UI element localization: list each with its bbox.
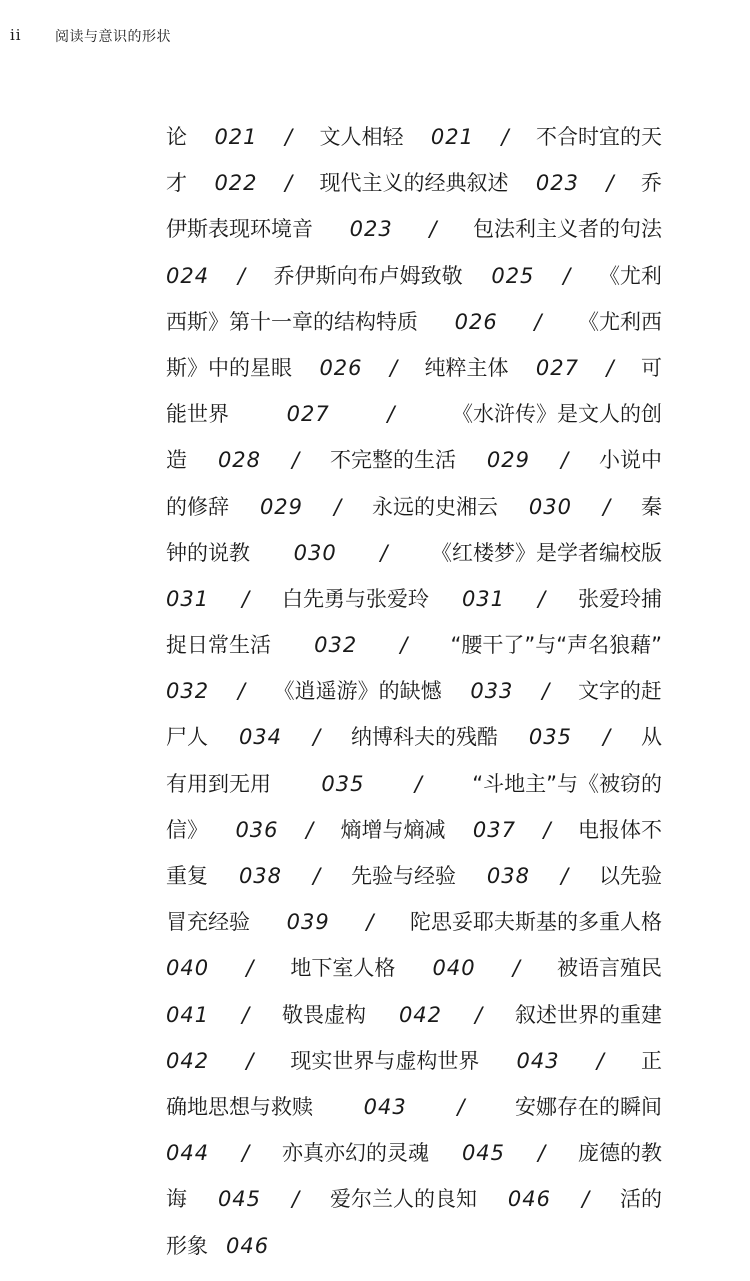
separator: / <box>237 679 245 704</box>
entry-title: 形象 <box>166 1233 208 1258</box>
entry-title: 钟的说教 <box>166 540 250 565</box>
entry-title: 秦 <box>640 494 662 519</box>
separator: / <box>602 725 611 750</box>
contents-line <box>166 1084 662 1130</box>
page-ref: 023 <box>535 171 580 196</box>
page-ref: 022 <box>214 171 258 196</box>
contents-line <box>166 345 662 391</box>
entry-title: 熵增与熵减 <box>340 817 446 842</box>
page-ref: 028 <box>217 448 262 473</box>
entry-title: 斯》中的星眼 <box>166 355 292 380</box>
page-ref: 032 <box>166 679 210 704</box>
entry-title: 尸人 <box>166 725 208 750</box>
separator: / <box>542 679 550 704</box>
entry-title: 《红楼梦》是学者编校版 <box>431 540 662 565</box>
page-ref: 027 <box>286 402 330 427</box>
entry-title: 《尤利 <box>598 263 662 288</box>
page-ref: 045 <box>461 1141 506 1166</box>
page-ref: 038 <box>238 864 283 888</box>
page-ref: 040 <box>432 956 476 981</box>
contents-line <box>166 714 662 760</box>
contents-line <box>166 253 662 299</box>
entry-title: 能世界 <box>166 402 229 427</box>
separator: / <box>581 1187 590 1212</box>
contents-line <box>166 807 662 853</box>
separator: / <box>380 540 388 565</box>
page-ref: 029 <box>486 448 531 473</box>
contents-line <box>166 1223 662 1269</box>
entry-title: 确地思想与救赎 <box>166 1094 313 1119</box>
entry-title: 张爱玲捕 <box>577 586 662 611</box>
contents-line <box>166 1038 662 1084</box>
page-ref: 024 <box>166 263 210 288</box>
entry-title: 文人相轻 <box>319 125 404 149</box>
entry-title: 不合时宜的天 <box>535 125 662 149</box>
page-ref: 021 <box>430 125 475 149</box>
contents-line <box>166 299 662 345</box>
entry-title: 白先勇与张爱玲 <box>282 586 430 611</box>
separator: / <box>414 771 422 796</box>
separator: / <box>563 263 571 288</box>
entry-title: 可 <box>640 355 662 380</box>
contents-line <box>166 530 662 576</box>
separator: / <box>291 1187 300 1212</box>
page-ref: 035 <box>321 771 365 796</box>
entry-title: 《逍遥游》的缺憾 <box>273 679 442 704</box>
page-ref: 030 <box>293 540 337 565</box>
separator: / <box>501 125 509 149</box>
separator: / <box>237 263 245 288</box>
separator: / <box>596 1048 604 1073</box>
separator: / <box>387 402 395 427</box>
contents-line <box>166 576 662 622</box>
separator: / <box>534 309 542 334</box>
separator: / <box>389 355 398 380</box>
page-ref: 036 <box>235 817 279 842</box>
entry-title: 《水浒传》是文人的创 <box>452 402 662 427</box>
page-number: ii <box>10 26 22 44</box>
separator: / <box>560 448 569 473</box>
entry-title: “腰干了”与“声名狼藉” <box>450 633 662 658</box>
entry-title: 被语言殖民 <box>556 956 662 981</box>
page-ref: 041 <box>166 1002 210 1027</box>
entry-title: 伊斯表现环境音 <box>166 217 313 242</box>
page-ref: 042 <box>398 1002 443 1027</box>
separator: / <box>312 864 321 888</box>
separator: / <box>246 956 254 981</box>
entry-title: 地下室人格 <box>290 956 396 981</box>
page-ref: 033 <box>470 679 514 704</box>
separator: / <box>606 171 614 196</box>
entry-title: 乔伊斯向布卢姆致敬 <box>273 263 463 288</box>
entry-title: 论 <box>166 125 187 149</box>
contents-line <box>166 206 662 252</box>
separator: / <box>474 1002 483 1027</box>
entry-title: 安娜存在的瞬间 <box>515 1094 662 1119</box>
entry-title: 现代主义的经典叙述 <box>319 171 509 196</box>
entry-title: 捉日常生活 <box>166 633 271 658</box>
contents-line <box>166 391 662 437</box>
entry-title: 爱尔兰人的良知 <box>329 1187 477 1212</box>
separator: / <box>242 1002 250 1027</box>
page-ref: 025 <box>491 263 535 288</box>
separator: / <box>333 494 342 519</box>
separator: / <box>512 956 520 981</box>
entry-title: 电报体不 <box>577 817 662 842</box>
contents-line <box>166 437 662 483</box>
separator: / <box>602 494 611 519</box>
entry-title: 从 <box>640 725 662 750</box>
entry-title: “斗地主”与《被窃的 <box>472 771 662 796</box>
page-ref: 044 <box>166 1141 210 1166</box>
contents-line <box>166 114 662 160</box>
separator: / <box>284 125 293 149</box>
entry-title: 重复 <box>166 864 208 888</box>
running-header <box>10 26 730 50</box>
entry-title: 造 <box>166 448 187 473</box>
entry-title: 活的 <box>619 1187 662 1212</box>
page-ref: 038 <box>486 864 531 888</box>
separator: / <box>246 1048 254 1073</box>
entry-title: 西斯》第十一章的结构特质 <box>166 309 418 334</box>
separator: / <box>560 864 569 888</box>
separator: / <box>543 817 551 842</box>
entry-title: 信》 <box>166 817 208 842</box>
entry-title: 冒充经验 <box>166 910 250 935</box>
entry-title: 《尤利西 <box>578 309 662 334</box>
contents-line <box>166 1176 662 1222</box>
entry-title: 文字的赶 <box>577 679 662 704</box>
page-ref: 023 <box>349 217 393 242</box>
entry-title: 乔 <box>640 171 662 196</box>
contents-list <box>166 114 662 1269</box>
entry-title: 包法利主义者的句法 <box>473 217 662 242</box>
entry-title: 正 <box>640 1048 662 1073</box>
separator: / <box>429 217 437 242</box>
entry-title: 有用到无用 <box>166 771 271 796</box>
entry-title: 庞德的教 <box>577 1141 662 1166</box>
entry-title: 才 <box>166 171 187 196</box>
separator: / <box>291 448 300 473</box>
page-ref: 026 <box>454 309 498 334</box>
separator: / <box>366 910 374 935</box>
entry-title: 现实世界与虚构世界 <box>290 1048 480 1073</box>
contents-line <box>166 992 662 1038</box>
entry-title: 诲 <box>166 1187 187 1212</box>
page-ref: 030 <box>528 494 573 519</box>
separator: / <box>305 817 314 842</box>
contents-line <box>166 160 662 206</box>
page-ref: 026 <box>319 355 363 380</box>
entry-title: 纯粹主体 <box>424 355 509 380</box>
page-ref: 039 <box>286 910 330 935</box>
entry-title: 陀思妥耶夫斯基的多重人格 <box>410 910 662 935</box>
page-ref: 043 <box>363 1094 407 1119</box>
page-ref: 046 <box>226 1233 270 1258</box>
entry-title: 亦真亦幻的灵魂 <box>282 1141 430 1166</box>
page-ref: 031 <box>461 586 506 611</box>
separator: / <box>457 1094 465 1119</box>
running-title: 阅读与意识的形状 <box>55 29 171 45</box>
separator: / <box>537 586 546 611</box>
entry-title: 敬畏虚构 <box>282 1002 367 1027</box>
page-ref: 029 <box>259 494 304 519</box>
contents-line <box>166 668 662 714</box>
separator: / <box>312 725 321 750</box>
contents-line <box>166 899 662 945</box>
separator: / <box>242 586 250 611</box>
contents-line <box>166 853 662 899</box>
separator: / <box>400 633 408 658</box>
page-ref: 021 <box>214 125 258 149</box>
page-ref: 042 <box>166 1048 210 1073</box>
entry-title: 叙述世界的重建 <box>514 1002 662 1027</box>
page-ref: 031 <box>166 586 210 611</box>
entry-title: 纳博科夫的残酷 <box>350 725 498 750</box>
entry-title: 先验与经验 <box>350 864 456 888</box>
page-ref: 032 <box>314 633 358 658</box>
entry-title: 永远的史湘云 <box>371 494 498 519</box>
contents-line <box>166 622 662 668</box>
contents-line <box>166 761 662 807</box>
separator: / <box>606 355 614 380</box>
separator: / <box>537 1141 546 1166</box>
page-ref: 037 <box>472 817 517 842</box>
separator: / <box>242 1141 250 1166</box>
entry-title: 不完整的生活 <box>329 448 456 473</box>
separator: / <box>284 171 293 196</box>
page-ref: 043 <box>516 1048 560 1073</box>
entry-title: 的修辞 <box>166 494 229 519</box>
contents-line <box>166 1130 662 1176</box>
contents-line <box>166 484 662 530</box>
page-ref: 035 <box>528 725 573 750</box>
page-ref: 046 <box>507 1187 552 1212</box>
page-ref: 045 <box>217 1187 262 1212</box>
page-ref: 027 <box>535 355 580 380</box>
contents-line <box>166 945 662 991</box>
entry-title: 小说中 <box>598 448 662 473</box>
entry-title: 以先验 <box>598 864 662 888</box>
page-ref: 034 <box>238 725 283 750</box>
page-ref: 040 <box>166 956 210 981</box>
